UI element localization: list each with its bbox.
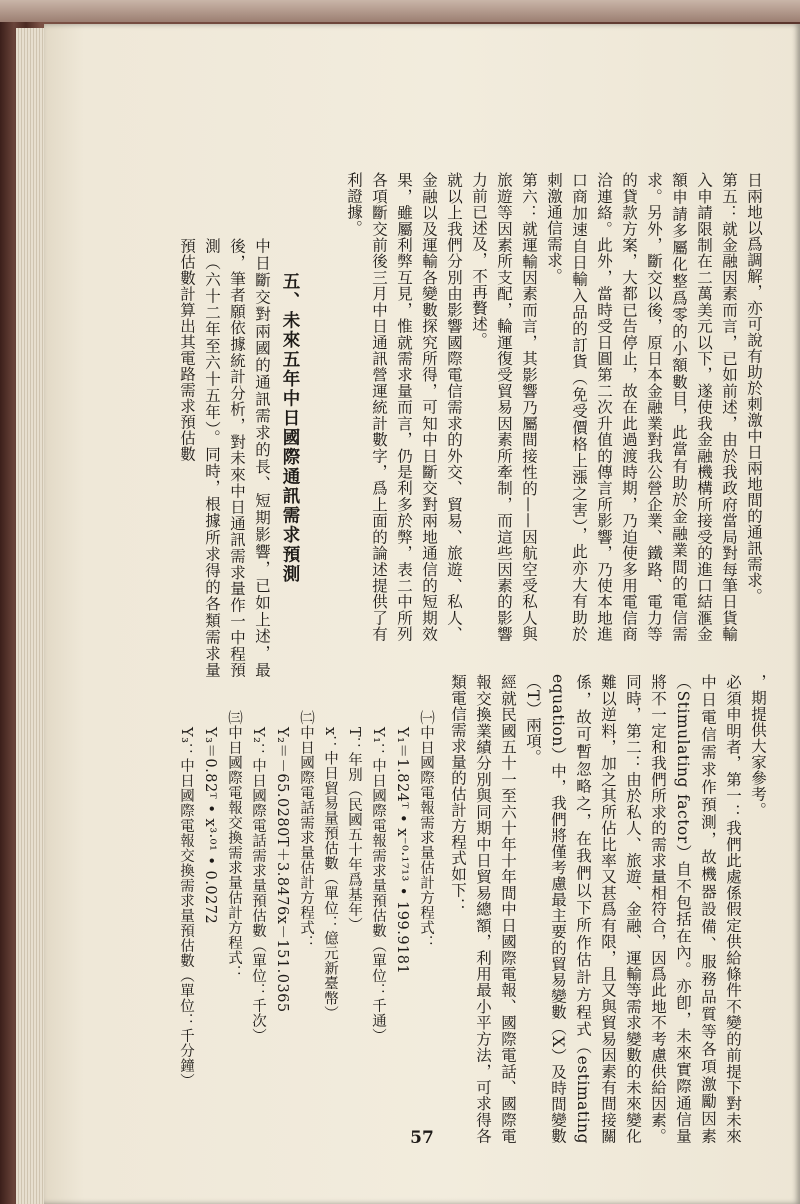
- formula-2-y-def: Y₂：中日國際電話需求量預估數（單位：千次）: [250, 727, 266, 1044]
- page-number: 57: [410, 1128, 434, 1148]
- book-cover-edge: [0, 0, 800, 22]
- formula-1-equation: Y₁＝1.824ᵀ • x⁻⁰·¹⁷¹³ • 199.9181: [394, 727, 410, 975]
- lower-left-paragraph: 中日斷交對兩國的通訊需求的長、短期影響，已如上述，最後，筆者願依據統計分析，對未來中日通訊需求量作一中程預測（六十二年至六十五年）。同時，根據所求得的各類需求量預估數計算出其電路需求預估數: [178, 238, 271, 678]
- formula-3-title: ㈢中日國際電報交換需求量估計方程式：: [226, 710, 242, 980]
- formula-block: [176, 710, 438, 1150]
- lower-right-lead: ，期提供大家參考。: [749, 674, 767, 818]
- lower-right-paragraph-2: 必須申明者，第一：我們此處係假定供給條件不變的前提下對未來中日電信需求作預測，故機器設備、服務品質等各項激勵因素（Stimulating factor）自不包括在內。亦卽，未來實際通信量將不一定和我們所求的需求量相符合，因爲此地不考慮供給因素。同時，第二：由於私人、旅遊、金融、運輸等需求變數的未來變化難以逆料，加之其所佔比率又甚爲有限，且又與貿易因素有間接關係，故可暫忽略之，在我們以下所作估計方程式（estimating equation）中，我們將僅考慮最主要的貿易變數（X）及時間變數（T）兩項。: [524, 674, 742, 1144]
- section-heading: 五、未來五年中日國際通訊需求預測: [280, 272, 300, 584]
- upper-text-block: [276, 172, 766, 642]
- formula-2-equation: Y₂＝－65.0280T＋3.8476x－151.0365: [274, 727, 290, 1014]
- lower-right-paragraph-3: 經就民國五十一至六十年十年間中日國際電報、國際電話、國際電報交換業績分別與同期中日貿易總額，利用最小平方法，可求得各類電信需求量的估計方程式如下：: [449, 674, 517, 1144]
- lower-left-text: [178, 238, 274, 678]
- formula-3-equation: Y₃＝0.82ᵀ • x³·⁰¹ • 0.0272: [202, 727, 218, 925]
- formula-2-title: ㈡中日國際電話需求量估計方程式：: [298, 710, 314, 950]
- formula-1-y-def: Y₁：中日國際電報需求量預估數（單位：千通）: [370, 727, 386, 1044]
- page-edges: [16, 28, 46, 1204]
- paragraph-2: 第五：就金融因素而言，已如前述，由於我政府當局對每筆日貨輸入申請限制在二萬美元以下，遂使我金融機構所接受的進口結滙金額申請多屬化整爲零的小額數目，此當有助於金融業間的電信需求。另外，斷交以後，原日本金融業對我公營企業、鐵路、電力等的貸款方案，大都已告停止，故在此過渡時期，乃迫使多用電信商洽連絡。此外，當時受日圓第二次升值的傳言所影響，乃使本地進口商加速自日輸入品的訂貨（免受價格上漲之害），此亦大有助於刺激通信需求。: [545, 172, 738, 642]
- formula-1-t-def: T：年別（民國五十年爲基年）: [346, 727, 362, 933]
- book-page: [44, 24, 800, 1204]
- formula-1-title: ㈠中日國際電報需求量估計方程式：: [418, 710, 434, 950]
- paragraph-1: 日兩地以爲調解，亦可說有助於刺激中日兩地間的通訊需求。: [745, 172, 763, 604]
- formula-3-y-def: Y₃：中日國際電報交換需求量預估數（單位：千分鐘）: [178, 727, 194, 1089]
- paragraph-4: 就以上我們分別由影響國際電信需求的外交、貿易、旅遊、私人、金融以及運輸各變數探究所得，可知中日斷交對兩地通信的短期效果，雖屬利弊互見，惟就需求量而言，仍是利多於弊，表二中所列各項斷交前後三月中日通訊營運統計數字，爲上面的論述提供了有利證據。: [345, 172, 463, 642]
- formula-1-x-def: x：中日貿易量預估數（單位：億元新臺幣）: [322, 727, 338, 1022]
- lower-right-text: [440, 674, 770, 1144]
- paragraph-3: 第六：就運輸因素而言，其影響乃屬間接性的——因航空受私人與旅遊等因素所支配，輪運復受貿易因素所牽制，而這些因素的影響力前已述及，不再贅述。: [470, 172, 538, 642]
